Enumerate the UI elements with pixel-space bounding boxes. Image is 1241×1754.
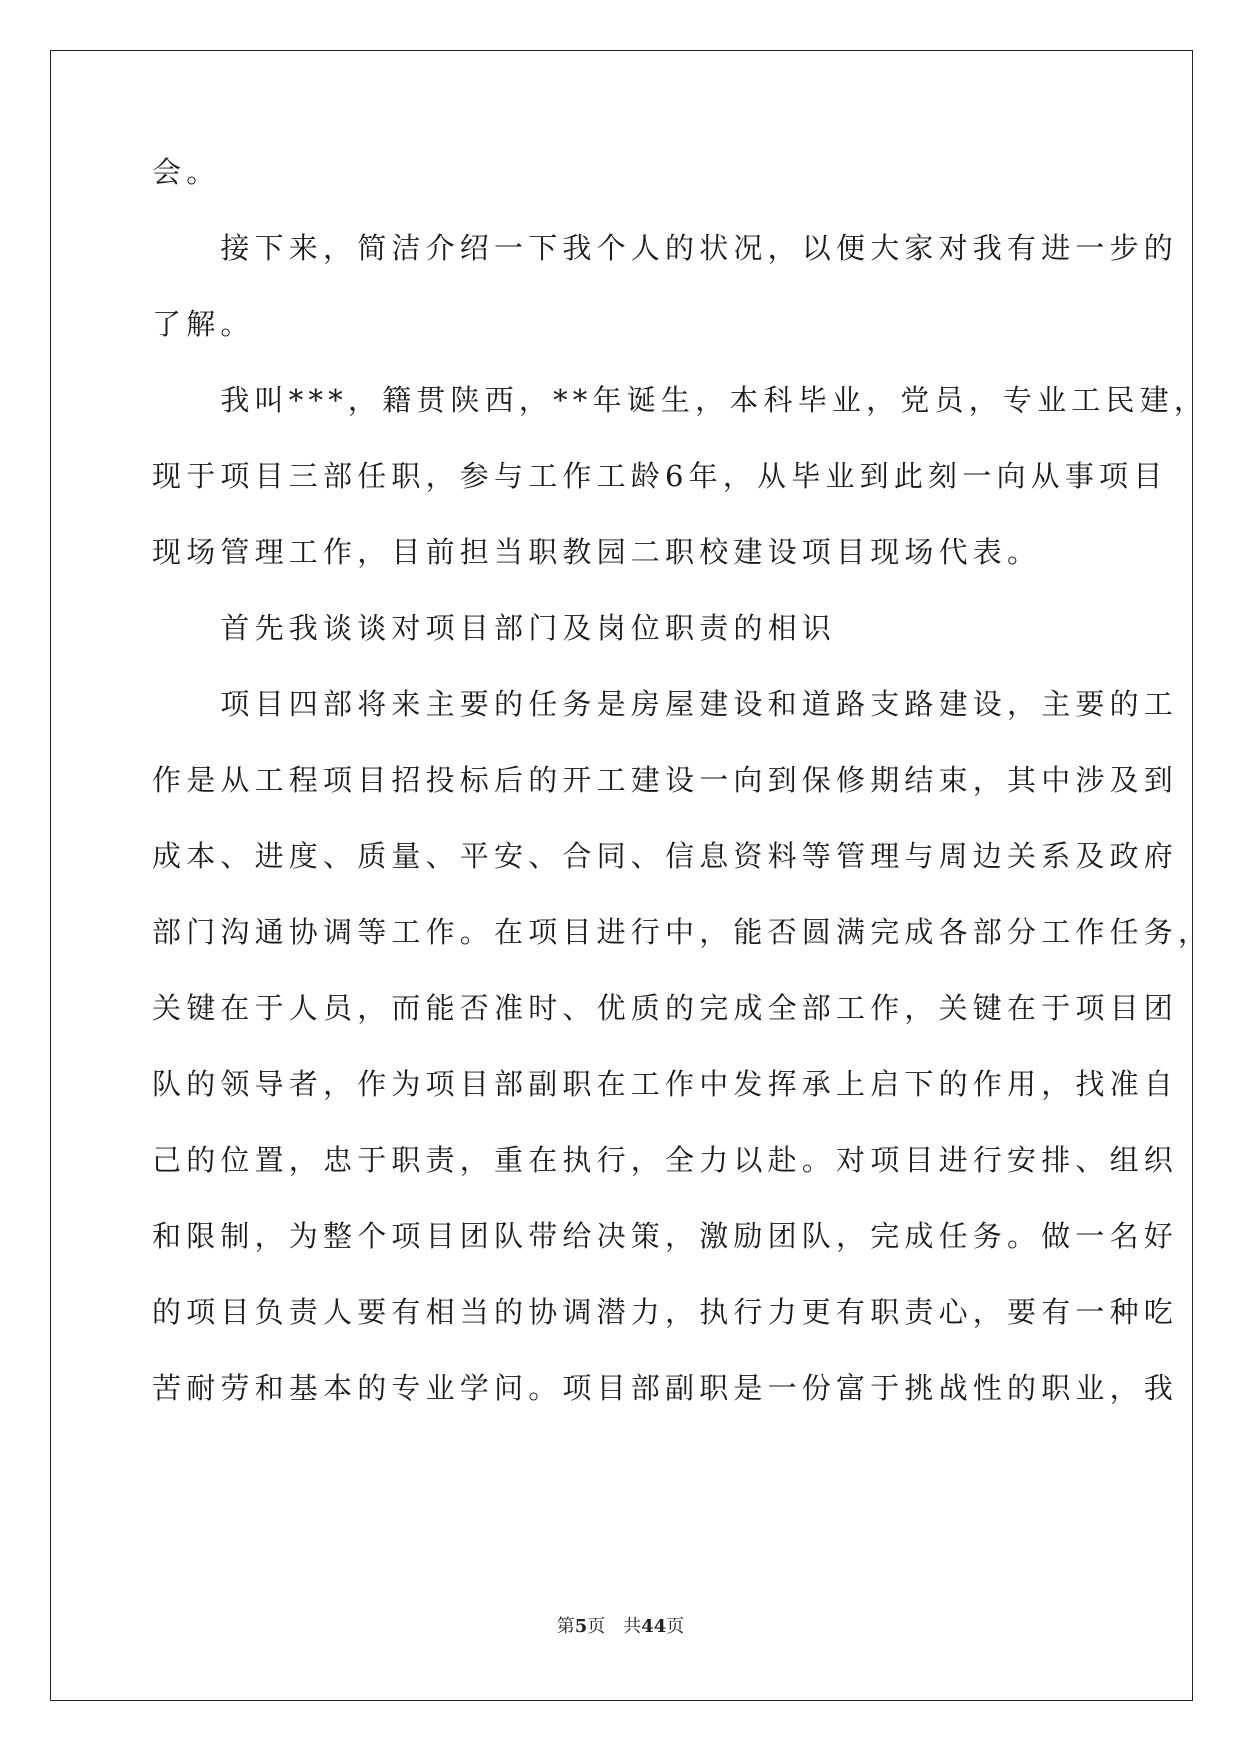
text-line: 己的位置，忠于职责，重在执行，全力以赴。对项目进行安排、组织 [152,1143,1179,1177]
total-pages: 44 [641,1616,667,1637]
text-line: 现于项目三部任职，参与工作工龄6年，从毕业到此刻一向从事项目 [152,459,1168,493]
text-line: 接下来，简洁介绍一下我个人的状况，以便大家对我有进一步的 [152,231,1179,265]
text-line: 作是从工程项目招投标后的开工建设一向到保修期结束，其中涉及到 [152,763,1179,797]
text-line: 现场管理工作，目前担当职教园二职校建设项目现场代表。 [152,535,1042,569]
text-line: 我叫***，籍贯陕西，**年诞生，本科毕业，党员，专业工民建， [152,383,1209,417]
text-line: 队的领导者，作为项目部副职在工作中发挥承上启下的作用，找准自 [152,1067,1179,1101]
text-line: 关键在于人员，而能否准时、优质的完成全部工作，关键在于项目团 [152,991,1179,1025]
text-line: 了解。 [152,307,255,341]
text-line: 成本、进度、质量、平安、合同、信息资料等管理与周边关系及政府 [152,839,1179,873]
page-prefix: 第 [556,1616,575,1637]
total-suffix: 页 [666,1616,685,1637]
page-suffix: 页 [587,1616,606,1637]
total-prefix: 共 [623,1616,642,1637]
text-line: 项目四部将来主要的任务是房屋建设和道路支路建设，主要的工 [152,687,1179,721]
text-line: 和限制，为整个项目团队带给决策，激励团队，完成任务。做一名好 [152,1219,1179,1253]
page-number: 5 [574,1616,588,1637]
text-line: 首先我谈谈对项目部门及岗位职责的相识 [152,611,837,645]
text-line: 苦耐劳和基本的专业学问。项目部副职是一份富于挑战性的职业，我 [152,1371,1179,1405]
text-line: 的项目负责人要有相当的协调潜力，执行力更有职责心，要有一种吃 [152,1295,1179,1329]
page-footer [0,1615,1241,1639]
text-line: 会。 [152,155,221,189]
text-line: 部门沟通协调等工作。在项目进行中，能否圆满完成各部分工作任务， [152,915,1213,949]
